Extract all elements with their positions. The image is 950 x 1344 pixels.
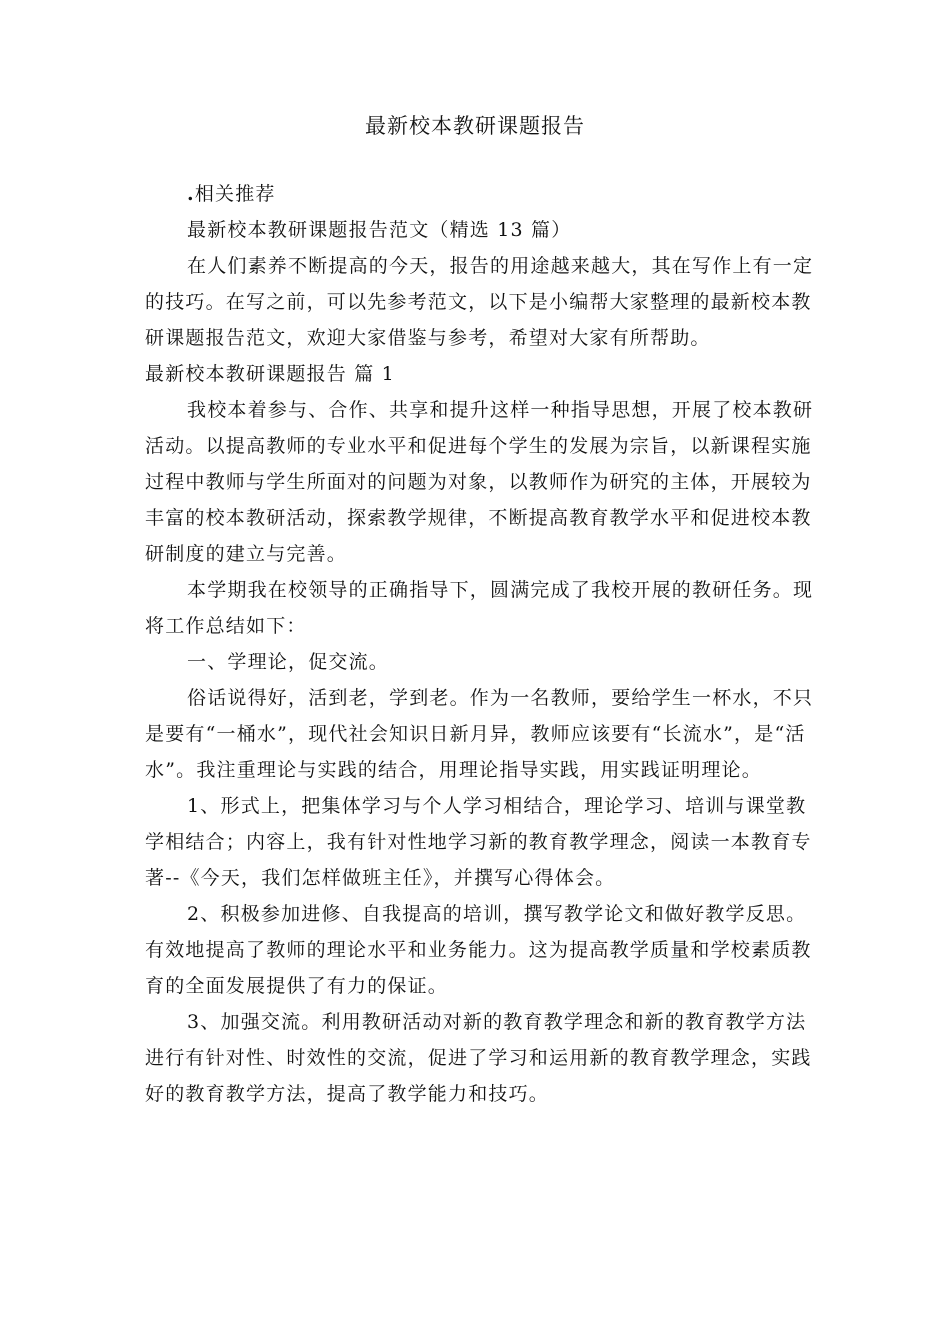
body-paragraph-1: 我校本着参与、合作、共享和提升这样一种指导思想，开展了校本教研活动。以提高教师的专业水平和促进每个学生的发展为宗旨，以新课程实施过程中教师与学生所面对的问题为对象，以教师作为研究的主体，开展较为丰富的校本教研活动，探索教学规律，不断提高教育教学水平和促进校本教研制度的建立与完善。 — [145, 399, 814, 565]
body-paragraph-4: 俗话说得好，活到老，学到老。作为一名教师，要给学生一杯水，不只是要有“一桶水”，现代社会知识日新月异，教师应该要有“长流水”，是“活水”。我注重理论与实践的结合，用理论指导实践，用实践证明理论。 — [145, 687, 814, 781]
body-paragraph-6: 2、积极参加进修、自我提高的培训，撰写教学论文和做好教学反思。有效地提高了教师的理论水平和业务能力。这为提高教学质量和学校素质教育的全面发展提供了有力的保证。 — [145, 903, 812, 997]
body-paragraph-5: 1、形式上，把集体学习与个人学习相结合，理论学习、培训与课堂教学相结合；内容上，我有针对性地学习新的教育教学理念，阅读一本教育专著--《今天，我们怎样做班主任》，并撰写心得体会。 — [145, 795, 812, 889]
related-label: 相关推荐 — [194, 183, 276, 205]
document-subtitle: 最新校本教研课题报告范文（精选 13 篇） — [187, 219, 572, 241]
body-paragraph-3: 一、学理论，促交流。 — [187, 651, 390, 673]
section-heading: 最新校本教研课题报告 篇 1 — [145, 363, 395, 385]
document-body — [145, 176, 815, 1112]
bullet-dot: . — [187, 183, 195, 205]
body-paragraph-2: 本学期我在校领导的正确指导下，圆满完成了我校开展的教研任务。现将工作总结如下： — [145, 579, 814, 637]
related-recommendation — [187, 176, 815, 212]
document-title: 最新校本教研课题报告 — [365, 114, 585, 138]
body-paragraph-7: 3、加强交流。利用教研活动对新的教育教学理念和新的教育教学方法进行有针对性、时效性的交流，促进了学习和运用新的教育教学理念，实践好的教育教学方法，提高了教学能力和技巧。 — [145, 1011, 812, 1105]
intro-paragraph: 在人们素养不断提高的今天，报告的用途越来越大，其在写作上有一定的技巧。在写之前，可以先参考范文，以下是小编帮大家整理的最新校本教研课题报告范文，欢迎大家借鉴与参考，希望对大家有所帮助。 — [145, 255, 814, 349]
